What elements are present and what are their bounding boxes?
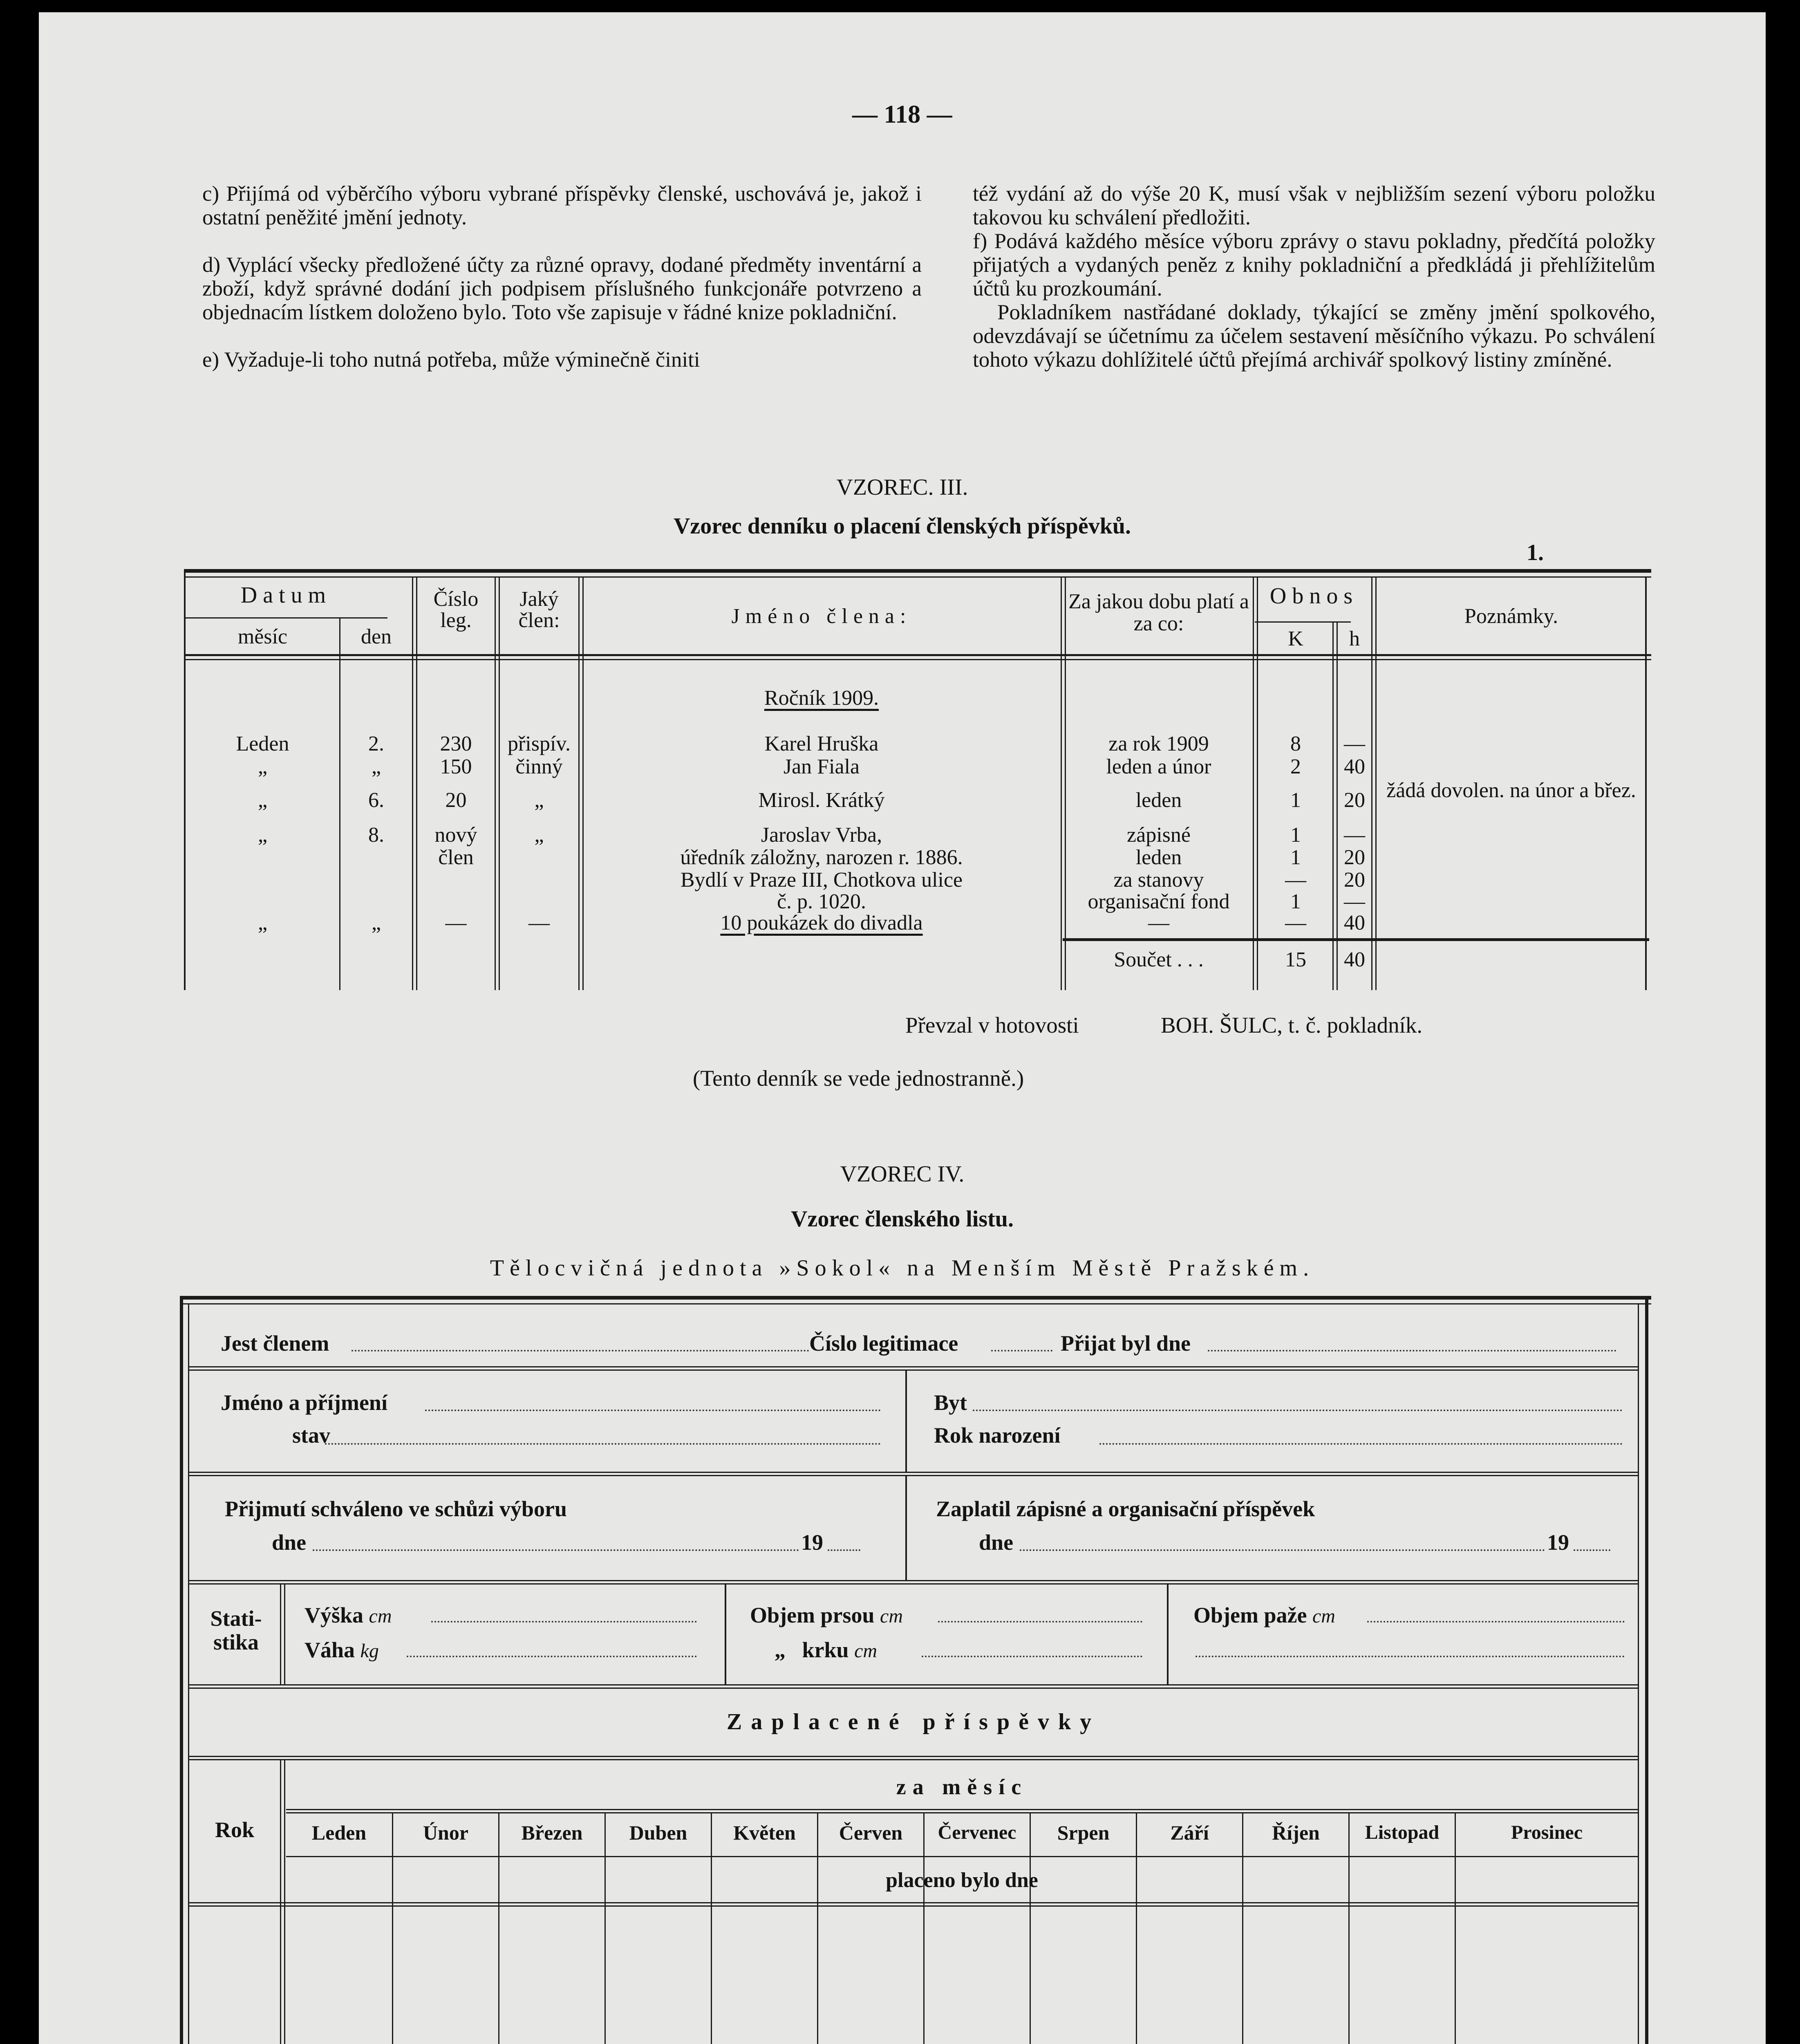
header-jmeno: Jméno člena: xyxy=(731,605,912,628)
label-prijmuti: Přijmutí schváleno ve schůzi výboru xyxy=(225,1497,567,1521)
page-number: — 118 — xyxy=(852,101,952,128)
cell-jmeno: Jan Fiala xyxy=(783,755,860,778)
cell-k: 2 xyxy=(1290,755,1301,778)
cell-za: leden xyxy=(1135,846,1182,869)
scanned-page xyxy=(39,12,1766,2044)
month-brezen: Březen xyxy=(521,1821,583,1844)
field-stav[interactable] xyxy=(325,1443,881,1445)
paragraph-d: d) Vyplácí všecky předložené účty za různé opravy, dodané předměty inventární a zboží, když správné dodání jich podpisem příslušného funkcjonáře potvrzeno a objednacím lístkem doloženo bylo. Toto vše zapisuje v řádné knize pokladniční. xyxy=(202,253,922,324)
cell-mesic: „ xyxy=(257,789,268,812)
cell-mesic: Leden xyxy=(236,732,289,755)
header-datum: Datum xyxy=(240,583,332,608)
field-rok-narozeni[interactable] xyxy=(1099,1443,1623,1445)
field-year-2[interactable] xyxy=(1574,1549,1610,1551)
sum-k: 15 xyxy=(1285,948,1306,971)
field-cislo-legitimace[interactable] xyxy=(991,1350,1052,1351)
cell-jaky: „ xyxy=(534,823,544,847)
cell-za: leden xyxy=(1135,789,1182,812)
cell-jaky: — xyxy=(528,911,550,935)
label-krku: „ krku cm xyxy=(775,1638,878,1662)
cell-h: 40 xyxy=(1344,755,1365,778)
sum-h: 40 xyxy=(1344,948,1365,971)
cell-k: 8 xyxy=(1290,732,1301,755)
label-rok: Rok xyxy=(215,1818,255,1842)
sheet-number: 1. xyxy=(1527,540,1544,565)
cell-jmeno: Jaroslav Vrba, xyxy=(761,823,882,847)
vzorec4-subtitle: Vzorec členského listu. xyxy=(791,1206,1014,1232)
paragraph-f: f) Podává každého měsíce výboru zprávy o stavu pokladny, předčítá položky přijatých a vydaných peněz z knihy pokladniční a předkládá ji přehlížitelům účtů ku prozkoumání. xyxy=(973,229,1655,300)
left-column xyxy=(202,182,922,372)
cell-h: 20 xyxy=(1344,789,1365,812)
label-jest-clenem: Jest členem xyxy=(221,1331,329,1356)
field-vaha[interactable] xyxy=(407,1656,697,1657)
label-cislo-legitimace: Číslo legitimace xyxy=(809,1331,958,1356)
cell-jmeno: Karel Hruška xyxy=(764,732,879,755)
cell-jmeno: Mirosl. Krátký xyxy=(758,789,885,812)
cell-den: 2. xyxy=(368,732,384,755)
field-prijat[interactable] xyxy=(1208,1350,1616,1351)
month-duben: Duben xyxy=(629,1821,687,1844)
cell-jmeno: Bydlí v Praze III, Chotkova ulice xyxy=(680,868,963,892)
cell-h: — xyxy=(1344,823,1365,847)
cell-jaky: „ xyxy=(534,789,544,812)
header-poznamky: Poznámky. xyxy=(1464,605,1558,628)
cell-jmeno: 10 poukázek do divadla xyxy=(720,911,923,935)
cell-k: 1 xyxy=(1290,823,1301,847)
month-prosinec: Prosinec xyxy=(1511,1822,1583,1843)
field-objem-paze[interactable] xyxy=(1367,1621,1625,1623)
month-cerven: Červen xyxy=(839,1821,903,1844)
header-jaky: Jaký člen: xyxy=(518,587,560,632)
field-dne-1[interactable] xyxy=(313,1549,799,1551)
month-leden: Leden xyxy=(311,1821,367,1844)
received-text: Převzal v hotovosti xyxy=(905,1013,1079,1038)
cell-cislo: 150 xyxy=(440,755,472,778)
note-cell: žádá dovolen. na únor a břez. xyxy=(1386,779,1636,802)
cell-jmeno: úředník záložny, narozen r. 1886. xyxy=(680,846,963,869)
remark: (Tento denník se vede jednostranně.) xyxy=(693,1066,1024,1091)
cell-cislo: nový xyxy=(434,823,477,847)
header-cislo: Číslo leg. xyxy=(433,587,479,632)
cell-h: 20 xyxy=(1344,846,1365,869)
paragraph-e: e) Vyžaduje-li toho nutná potřeba, může výminečně činiti xyxy=(202,348,700,372)
label-placeno: placeno bylo dne xyxy=(886,1869,1038,1892)
header-mesic: měsíc xyxy=(237,625,288,648)
cell-h: — xyxy=(1344,890,1365,913)
cell-jaky: činný xyxy=(515,755,563,778)
field-vyska[interactable] xyxy=(431,1621,697,1623)
label-dne-1: dne xyxy=(272,1530,307,1555)
header-den: den xyxy=(360,625,392,648)
cell-k: 1 xyxy=(1290,789,1301,812)
cell-za: organisační fond xyxy=(1088,890,1230,913)
paragraph-doklady: Pokladníkem nastřádané doklady, týkající se změny jmění spolkového, odevzdávají se účetnímu za účelem sestavení měsíčního výkazu. Po schválení tohoto výkazu dohlížitelé účtů přejímá archivář spolkový listiny zmíněné. xyxy=(973,300,1655,372)
cell-den: 6. xyxy=(368,789,384,812)
label-prijat: Přijat byl dne xyxy=(1061,1331,1191,1356)
field-objem-paze-2[interactable] xyxy=(1196,1656,1625,1657)
label-rok-narozeni: Rok narození xyxy=(934,1423,1061,1448)
paragraph-c: c) Přijímá od výběrčího výboru vybrané příspěvky členské, uschovává je, jakož i ostatní peněžité jmění jednoty. xyxy=(202,182,922,229)
label-jmeno: Jméno a příjmení xyxy=(221,1390,387,1415)
cell-den: „ xyxy=(371,755,381,778)
field-objem-prsou[interactable] xyxy=(938,1621,1142,1623)
label-byt: Byt xyxy=(934,1390,967,1415)
month-rijen: Říjen xyxy=(1272,1821,1320,1844)
month-zari: Září xyxy=(1170,1821,1209,1844)
cell-k: — xyxy=(1285,911,1306,935)
label-vaha: Váha kg xyxy=(304,1638,379,1662)
label-19-1: 19 xyxy=(801,1530,823,1555)
year-label: Ročník 1909. xyxy=(764,686,879,710)
cell-za: — xyxy=(1148,911,1169,935)
header-h: h xyxy=(1349,627,1360,650)
header-zajakou: Za jakou dobu platí a za co: xyxy=(1068,590,1249,635)
cell-h: 20 xyxy=(1344,868,1365,892)
cell-den: 8. xyxy=(368,823,384,847)
cell-za: zápisné xyxy=(1127,823,1191,847)
field-jmeno[interactable] xyxy=(425,1410,881,1411)
cell-za: za rok 1909 xyxy=(1108,732,1209,755)
label-19-2: 19 xyxy=(1547,1530,1569,1555)
organization-name: Tělocvičná jednota »Sokol« na Menším Městě Pražském. xyxy=(490,1255,1315,1281)
sum-label: Součet . . . xyxy=(1114,948,1204,971)
paragraph-e-cont: též vydání až do výše 20 K, musí však v nejbližším sezení výboru položku takovou ku schválení předložiti. xyxy=(973,182,1655,229)
label-statistika: Stati- stika xyxy=(210,1606,262,1654)
label-vyska: Výška cm xyxy=(304,1603,392,1627)
label-objem-paze: Objem paže cm xyxy=(1193,1603,1335,1627)
cell-jaky: přispív. xyxy=(507,732,571,755)
label-za-mesic: za měsíc xyxy=(896,1775,1028,1799)
field-year-1[interactable] xyxy=(828,1549,860,1551)
cell-cislo: 230 xyxy=(440,732,472,755)
label-stav: stav xyxy=(292,1423,330,1448)
month-cervenec: Červenec xyxy=(938,1822,1016,1843)
cell-h: — xyxy=(1344,732,1365,755)
month-kveten: Květen xyxy=(733,1821,796,1844)
header-obnos: Obnos xyxy=(1269,583,1359,609)
right-column xyxy=(973,182,1655,372)
field-dne-2[interactable] xyxy=(1020,1549,1545,1551)
cell-jmeno: č. p. 1020. xyxy=(777,890,866,913)
cell-mesic: „ xyxy=(257,823,268,847)
vzorec4-title: VZOREC IV. xyxy=(840,1161,965,1187)
label-zaplacene: Zaplacené příspěvky xyxy=(726,1709,1101,1735)
cell-k: 1 xyxy=(1290,846,1301,869)
vzorec3-title: VZOREC. III. xyxy=(836,475,968,500)
field-jest-clenem[interactable] xyxy=(351,1350,809,1351)
cell-za: za stanovy xyxy=(1113,868,1204,892)
cell-mesic: „ xyxy=(257,755,268,778)
cell-cislo: — xyxy=(445,911,467,935)
cell-mesic: „ xyxy=(257,911,268,935)
label-objem-prsou: Objem prsou cm xyxy=(750,1603,903,1627)
vzorec3-subtitle: Vzorec denníku o placení členských příspěvků. xyxy=(673,513,1131,539)
header-k: K xyxy=(1288,627,1303,650)
cell-za: leden a únor xyxy=(1106,755,1211,778)
cell-cislo: 20 xyxy=(445,789,467,812)
cell-cislo: člen xyxy=(438,846,474,869)
field-krku[interactable] xyxy=(922,1656,1142,1657)
signature: BOH. ŠULC, t. č. pokladník. xyxy=(1161,1013,1423,1038)
label-dne-2: dne xyxy=(979,1530,1014,1555)
label-zaplatil: Zaplatil zápisné a organisační příspěvek xyxy=(936,1497,1315,1521)
month-unor: Únor xyxy=(423,1821,469,1844)
cell-h: 40 xyxy=(1344,911,1365,935)
cell-k: 1 xyxy=(1290,890,1301,913)
month-srpen: Srpen xyxy=(1057,1821,1110,1844)
cell-k: — xyxy=(1285,868,1306,892)
field-byt[interactable] xyxy=(973,1410,1623,1411)
cell-den: „ xyxy=(371,911,381,935)
month-listopad: Listopad xyxy=(1365,1822,1440,1843)
